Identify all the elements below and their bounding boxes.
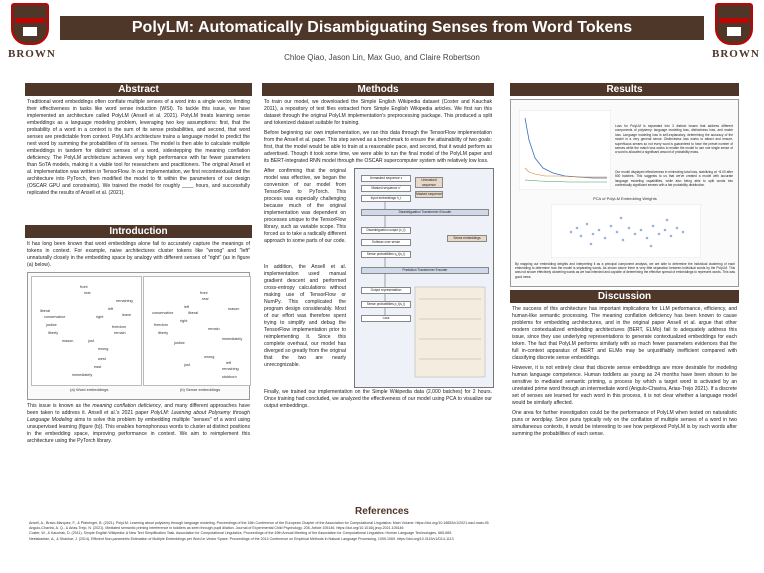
pca-scatter-plot xyxy=(551,204,701,258)
references-section xyxy=(25,505,739,542)
word-label: remain xyxy=(114,331,126,335)
logo-text: BROWN xyxy=(712,48,760,60)
references-list xyxy=(25,521,739,542)
results-text-loss: Loss for PolyLM is separated into 3 distinct losses that address different components of polysemy: language modeling loss, distinctness loss, and match loss. Language modeling loss is self-explanatory, determining the accuracy of the model in a very general sense. Distinctness loss works to attract and ensure, superfluous senses so not every word is guaranteed to have the preset number of senses while the match loss works to enable the model to use one single sense of a word is allocated a significant amount of probability mass. xyxy=(615,124,733,155)
word-label: liberty xyxy=(48,331,59,335)
diagram-block: Input embeddings h_t xyxy=(361,195,411,202)
word-label: left xyxy=(108,307,114,311)
word-label: liberal xyxy=(188,311,199,315)
diagram-side-note: Masked sequence xyxy=(416,192,442,196)
word-label: rear xyxy=(202,297,209,301)
diagram-block: Sense probabilities q_t(s_i) xyxy=(361,251,411,258)
pca-plot-title: PCA of PolyLM Embedding Weights xyxy=(593,196,657,201)
word-label: leave xyxy=(122,313,132,317)
abstract-heading: Abstract xyxy=(25,83,252,96)
word-label: left xyxy=(184,305,190,309)
diagram-block: Output representation xyxy=(361,287,411,294)
disambiguation-encoder: Disambiguation Transformer Encoder xyxy=(361,209,489,216)
abstract-text: Traditional word embeddings often conflate multiple senses of a word into a single vector, limiting their effectiveness in tasks like word sense induction (WSI). To tackle this issue, we have implemented an architecture called PolyLM (Ansell et al. 2021). PolyLM treats learning sense embeddings as a language modeling problem, leveraging two key assumptions: first, that the probability of a word in a context is the sum of its sense probabilities, and second, that word senses are predictable from context. PolyLM's architecture trains a language model to predict the next word by summing the probabilities of its senses. The model is then able to calculate multiple embeddings in tandem for distinct senses of a word, sidestepping the meaning conflation deficiency. The PolyLM architecture achieves very high performance with far fewer parameters than SoTA models, making it a viable tool for researchers and practitioners. The original Ansell et al. implementation was written in TensorFlow. In our implementation, we first reconteextualized the architecture into PyTorch, then modified the model to fit within the parameters of our design (OSCAR GPU and constraints). We trained the model for roughly ____ hours, and successfully replicated the results of Ansell et al. (2021). xyxy=(27,99,250,196)
diagram-arrows xyxy=(355,169,493,387)
methods-para3: After confirming that the original model was effective, we began the conversion of our model from TensorFlow to PyTorch. This process was especially challenging because much of the original implementation was dependent on processes unique to the TensorFlow library, such as variable scope. This forced us to take a radically different approach to some parts of our code. xyxy=(264,168,346,244)
word-label: immediately xyxy=(222,337,243,341)
reference-item: Angulo-Chavira, A. Q., & Arias-Trejo, N. (2021). Mediated semantic priming interference in toddlers as seen through pupil dilation. Journal of Experimental Child Psychology, 208, Article 105146. https://doi.org/10.1016/j.jecp.2021.105146 xyxy=(29,526,404,531)
word-label: conservative xyxy=(152,311,174,315)
embedding-figure xyxy=(27,272,250,400)
abstract-section xyxy=(25,83,252,225)
poster-header xyxy=(0,0,764,77)
references-heading: References xyxy=(355,506,409,517)
word-label: just xyxy=(184,363,190,367)
word-label: right xyxy=(180,319,188,323)
word-label: front xyxy=(200,291,208,295)
pca-caption: By mapping our embedding weights and interpreting it as a principal component analysis, we are able to determine the individual clustering of each embedding to determine how the model is separating words. As shown above there is very little separation between individual words by the PolyLM. This was not shown effectively clustering words as we had intended and capable of determining the effective spread of embeddings to represent words. This was good news. xyxy=(515,262,735,279)
results-section xyxy=(510,83,739,287)
discussion-para3: One area for further investigation could be the performance of PolyLM when tested on naturalistic puns or wordplay. Since puns typically rely on the conflation of multiple senses of a word in two simultaneous contexts, it would be interesting to see how perplexed PolyLM is by such words after summing the probabilities of each sense. xyxy=(512,410,737,437)
poster-authors: Chloe Qiao, Jason Lin, Max Guo, and Claire Robertson xyxy=(284,53,480,62)
diagram-block: Softmax over sense xyxy=(361,239,411,246)
results-figure xyxy=(510,99,739,287)
discussion-para1: The success of this architecture has important implications for LLM performance, efficiency, and human-like semantic processing. The meaning conflation deficiency has been known to cause problems for embedding architectures, and in the original paper Ansell et al. argue that other modern contextualized embedding architectures (BERT, ELMo) fail to adequately address this issue, since they use underlying representations to generate contextualized embeddings for each token. The fact that PolyLM performs similarly with so much fewer parameters evidences that the full in-context apparatus of BERT and ELMo may be unjustifiably inefficient compared with classifying discrete sense embeddings. xyxy=(512,306,737,361)
introduction-section xyxy=(25,225,252,448)
diagram-side-note: Unmasked sequence xyxy=(415,177,443,188)
architecture-diagram xyxy=(354,168,494,388)
word-label: liberal xyxy=(40,309,51,313)
word-label: mason xyxy=(228,307,240,311)
intro-emphasis: PolyLM: Learning about Polysemy through Language Modeling xyxy=(27,410,250,423)
word-label: wrong xyxy=(98,347,109,351)
word-label: front xyxy=(80,285,88,289)
methods-body xyxy=(262,168,494,386)
shield-icon xyxy=(11,3,49,45)
word-label: freedom xyxy=(112,325,126,329)
figure-caption-a: (a) Word embeddings xyxy=(70,387,109,392)
intro-text-part: This issue is known as the xyxy=(27,403,93,409)
discussion-heading: Discussion xyxy=(510,290,739,303)
word-embedding-panel xyxy=(31,276,142,386)
results-heading: Results xyxy=(510,83,739,96)
word-label: justice xyxy=(46,323,57,327)
methods-para5: Finally, we trained our implementation on the Simple Wikipedia data (2,000 batches) for 2 hours. Once training had concluded, we analyzed the effectiveness of our model using PCA to visualize our output embeddings. xyxy=(264,389,492,409)
word-label: justice xyxy=(174,341,185,345)
methods-para1: To train our model, we downloaded the Simple English Wikipedia dataset (Coster and Kauchak 2011), a repository of text files extracted from Simple English Wikipedia articles. We first ran this dataset through the original PolyLM implementation's preprocessing package. This produced a split and tokenized dataset suitable for training. xyxy=(264,99,492,126)
introduction-para2 xyxy=(27,403,250,445)
diagram-block: Loss xyxy=(361,315,411,322)
reference-item: Coster, W., & Kauchak, D. (2011). Simple English Wikipedia: A New Text Simplification Task. Association for Computational Linguistics, Proceedings of the 49th Annual Meeting of the Association for Computational Linguistics: Human Language Technologies, 665-669. xyxy=(29,531,453,536)
intro-text-part: aims to solve this problem by embedding multiple "senses" of a word using unsupervised learning (figure (b)). This enables homophonous words to cluster at distinct positions in the embedding space, improving performance in context. We aim to reimplement this architecture using the PyTorch library. xyxy=(27,417,251,444)
results-text-effectiveness: Our model displayed effectiveness in minimizing total loss, stabilizing at ~8.00 after 500 batches. This suggests to us that we've created a model with accurate language modeling capabilities, while also being able to split words into contextually significant senses with a fair probability distribution. xyxy=(615,170,733,188)
loss-curve-plot xyxy=(519,110,611,190)
word-label: just xyxy=(88,339,94,343)
intro-text-part: , and many different approaches have been taken to address it. Ansell et al.'s 2021 paper xyxy=(27,403,250,416)
word-label: left xyxy=(226,361,232,365)
figure-caption-b: (b) Sense embeddings xyxy=(180,387,221,392)
methods-para2: Before beginning our own implementation, we ran this data through the TensorFlow implementation from the Ansell et al. paper. This step served as a benchmark to ensure the attainability of two goals: first, that the model would be able to train at a reasonable pace, and second, that it would perform as advertised. Though it took some time, we were able to run the final model of the PolyLM paper and its BERT-integrated RNN model through the OSCAR supercomputer system with relatively low loss. xyxy=(264,130,492,164)
discussion-section xyxy=(510,290,739,441)
sense-embedding-panel xyxy=(143,276,251,386)
methods-para4: In addition, the Ansell et al. implementation used manual gradient descent and performed cross-entropy calculations without making use of TensorFlow or NumPy. This complicated the program design considerably. Most of our effort was therefore spent trying to simplify and debug the TensorFlow implementation prior to reimplementing it. Since this complete overhaul, our model has diverged so greatly from the original that the two are nearly unrecognizable. xyxy=(264,264,346,368)
word-label: immediately xyxy=(72,373,93,377)
introduction-para1: It has long been known that word embeddings alone fail to accurately capture the meanings of tokens in context. For example, naive architectures cluster tokens like "wrong" and "left" unnaturally closely in the embedding space by analogy with different senses of "right" (as in figure (a) below). xyxy=(27,241,250,268)
discussion-para2: However, it is not entirely clear that discrete sense embeddings are more desirable for modeling human language competence. Human toddlers as young as 24 months have been shown to be sensitive to mediated semantic priming, a process by which a target word is activated by an unrelated prime word through an intermediate word (Angulo-Chavira, Arias-Trejo 2021). If a discrete set of senses are learned for each word in this process, it is not clear whether a language model would be similarly affected. xyxy=(512,365,737,406)
logo-text: BROWN xyxy=(8,48,56,60)
methods-heading: Methods xyxy=(262,83,494,96)
word-label: right xyxy=(96,315,104,319)
reference-item: Neelakantan, A., & Shankar, J. (2014). Efficient Non-parametric Estimation of Multiple Embeddings per Word in Vector Space. Proceedings of the 2014 Conference on Empirical Methods in Natural Language Processing, 1059-1069. https://doi.org/10.3115/v1/D14-1113 xyxy=(29,536,454,541)
methods-section xyxy=(262,83,494,413)
word-label: freedom xyxy=(154,323,168,327)
diagram-block: Sense probabilities p_t(s_i) xyxy=(361,301,411,308)
poster-title: PolyLM: Automatically Disambiguating Senses from Word Tokens xyxy=(60,16,704,40)
word-label: wrong xyxy=(204,355,215,359)
reference-item: Ansell, A., Bravo-Marquez, F., & Pfahringer, B. (2021). PolyLM: Learning about polysemy through language modeling. Proceedings of the 16th Conference of the European Chapter of the Association for Computational Linguistics: Main Volume. https://doi.org/10.18653/v1/2021.eacl-main.45 xyxy=(29,521,489,525)
shield-icon xyxy=(715,3,753,45)
word-label: remain xyxy=(208,327,220,331)
word-label: rear xyxy=(84,291,91,295)
word-label: conservative xyxy=(44,315,66,319)
diagram-block: Disambiguation output (c_t) xyxy=(361,227,411,234)
diagram-side-note: Sense embeddings xyxy=(447,235,487,242)
word-label: stubborn xyxy=(222,375,237,379)
diagram-block: Masked sequence x' xyxy=(361,185,411,192)
diagram-block: Unmasked sequence x xyxy=(361,175,411,182)
introduction-heading: Introduction xyxy=(25,225,252,238)
prediction-encoder: Prediction Transformer Encoder xyxy=(361,267,489,274)
word-label: east xyxy=(94,365,102,369)
brown-logo-right xyxy=(712,3,760,66)
word-label: remaining xyxy=(116,299,133,303)
word-label: liberty xyxy=(158,331,169,335)
brown-logo-left xyxy=(8,3,56,66)
intro-emphasis: meaning conflation deficiency xyxy=(92,403,161,409)
word-label: west xyxy=(98,357,106,361)
word-label: remaining xyxy=(222,367,239,371)
word-label: mason xyxy=(62,339,74,343)
